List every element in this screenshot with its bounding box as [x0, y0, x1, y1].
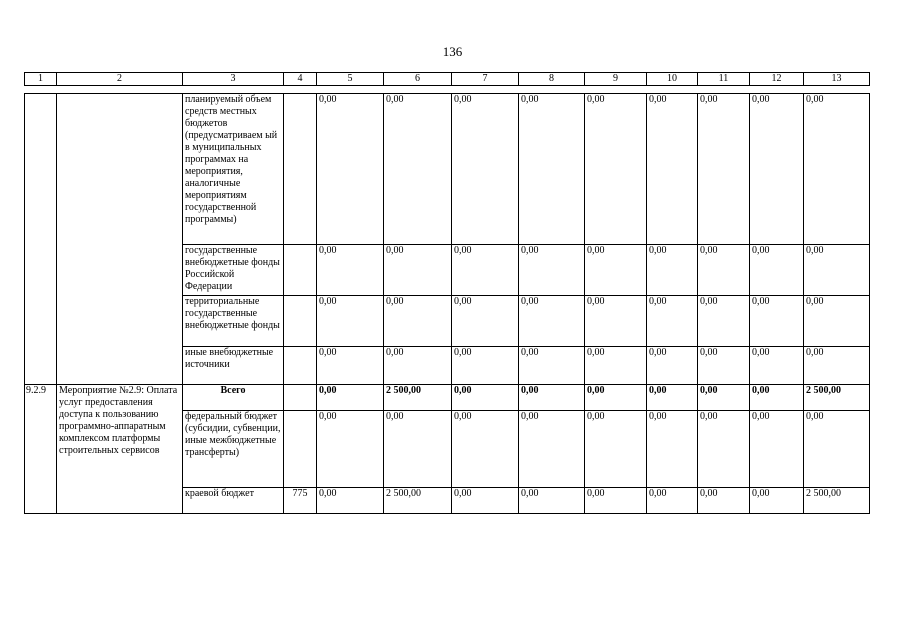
value-cell: 0,00: [750, 347, 804, 385]
code-cell: [284, 347, 317, 385]
value-cell: 0,00: [384, 296, 452, 347]
value-cell: 0,00: [647, 296, 698, 347]
value-cell: 0,00: [317, 385, 384, 411]
value-cell: 0,00: [452, 385, 519, 411]
value-cell: 0,00: [519, 411, 585, 488]
column-header: 11: [698, 73, 750, 86]
value-cell: 2 500,00: [804, 385, 870, 411]
value-cell: 2 500,00: [804, 488, 870, 514]
code-cell: [284, 296, 317, 347]
value-cell: 0,00: [698, 411, 750, 488]
value-cell: 0,00: [519, 385, 585, 411]
source-cell: территориальные государственные внебюджетные фонды: [183, 296, 284, 347]
value-cell: 0,00: [452, 488, 519, 514]
source-cell: государственные внебюджетные фонды Российской Федерации: [183, 245, 284, 296]
value-cell: 0,00: [804, 347, 870, 385]
value-cell: 0,00: [750, 411, 804, 488]
value-cell: 0,00: [585, 296, 647, 347]
value-cell: 0,00: [317, 245, 384, 296]
funding-table: [24, 93, 870, 514]
value-cell: 0,00: [804, 296, 870, 347]
column-header: 13: [804, 73, 870, 86]
value-cell: 0,00: [519, 245, 585, 296]
column-header: 2: [57, 73, 183, 86]
page-number: 136: [442, 44, 463, 59]
column-header: 6: [384, 73, 452, 86]
value-cell: 0,00: [452, 245, 519, 296]
value-cell: 0,00: [384, 411, 452, 488]
column-header: 10: [647, 73, 698, 86]
value-cell: 0,00: [647, 94, 698, 245]
column-number-header: [24, 72, 870, 86]
value-cell: 0,00: [585, 488, 647, 514]
measure-number: 9.2.9: [25, 385, 57, 514]
value-cell: 0,00: [519, 94, 585, 245]
code-cell: 775: [284, 488, 317, 514]
column-header: 9: [585, 73, 647, 86]
table-row: [25, 94, 870, 245]
column-header: 3: [183, 73, 284, 86]
value-cell: 0,00: [698, 488, 750, 514]
column-header: 1: [25, 73, 57, 86]
value-cell: 0,00: [519, 296, 585, 347]
column-header: 5: [317, 73, 384, 86]
column-header: 12: [750, 73, 804, 86]
value-cell: 0,00: [647, 347, 698, 385]
number-cell: [25, 94, 57, 385]
value-cell: 0,00: [804, 245, 870, 296]
column-header: 4: [284, 73, 317, 86]
value-cell: 0,00: [585, 94, 647, 245]
source-cell: Всего: [183, 385, 284, 411]
value-cell: 0,00: [647, 488, 698, 514]
value-cell: 0,00: [750, 296, 804, 347]
value-cell: 0,00: [452, 94, 519, 245]
value-cell: 0,00: [647, 385, 698, 411]
value-cell: 0,00: [698, 347, 750, 385]
value-cell: 2 500,00: [384, 385, 452, 411]
source-cell: иные внебюджетные источники: [183, 347, 284, 385]
code-cell: [284, 411, 317, 488]
value-cell: 0,00: [452, 296, 519, 347]
value-cell: 0,00: [317, 488, 384, 514]
value-cell: 0,00: [317, 411, 384, 488]
value-cell: 0,00: [519, 347, 585, 385]
value-cell: 0,00: [698, 94, 750, 245]
value-cell: 0,00: [519, 488, 585, 514]
column-header: 7: [452, 73, 519, 86]
value-cell: 0,00: [750, 488, 804, 514]
value-cell: 0,00: [585, 385, 647, 411]
value-cell: 0,00: [750, 94, 804, 245]
value-cell: 0,00: [647, 245, 698, 296]
value-cell: 0,00: [384, 245, 452, 296]
value-cell: 0,00: [750, 245, 804, 296]
value-cell: 0,00: [384, 94, 452, 245]
value-cell: 0,00: [317, 94, 384, 245]
value-cell: 0,00: [804, 94, 870, 245]
column-header: 8: [519, 73, 585, 86]
value-cell: 0,00: [804, 411, 870, 488]
value-cell: 0,00: [647, 411, 698, 488]
value-cell: 0,00: [384, 347, 452, 385]
value-cell: 0,00: [698, 296, 750, 347]
code-cell: [284, 385, 317, 411]
value-cell: 0,00: [452, 347, 519, 385]
value-cell: 0,00: [585, 347, 647, 385]
value-cell: 0,00: [317, 347, 384, 385]
measure-name: Мероприятие №2.9: Оплата услуг предоставления доступа к пользованию программно-аппаратным комплексом платформы строительных сервисов: [57, 385, 183, 514]
value-cell: 0,00: [317, 296, 384, 347]
table-row: [25, 385, 870, 411]
name-cell: [57, 94, 183, 385]
value-cell: 0,00: [585, 411, 647, 488]
value-cell: 0,00: [698, 245, 750, 296]
source-cell: федеральный бюджет (субсидии, субвенции, иные межбюджетные трансферты): [183, 411, 284, 488]
value-cell: 0,00: [585, 245, 647, 296]
value-cell: 0,00: [452, 411, 519, 488]
code-cell: [284, 94, 317, 245]
value-cell: 0,00: [698, 385, 750, 411]
value-cell: 0,00: [750, 385, 804, 411]
source-cell: планируемый объем средств местных бюджетов (предусматриваем ый в муниципальных программах на мероприятия, аналогичные мероприятиям государственной программы): [183, 94, 284, 245]
value-cell: 2 500,00: [384, 488, 452, 514]
source-cell: краевой бюджет: [183, 488, 284, 514]
code-cell: [284, 245, 317, 296]
